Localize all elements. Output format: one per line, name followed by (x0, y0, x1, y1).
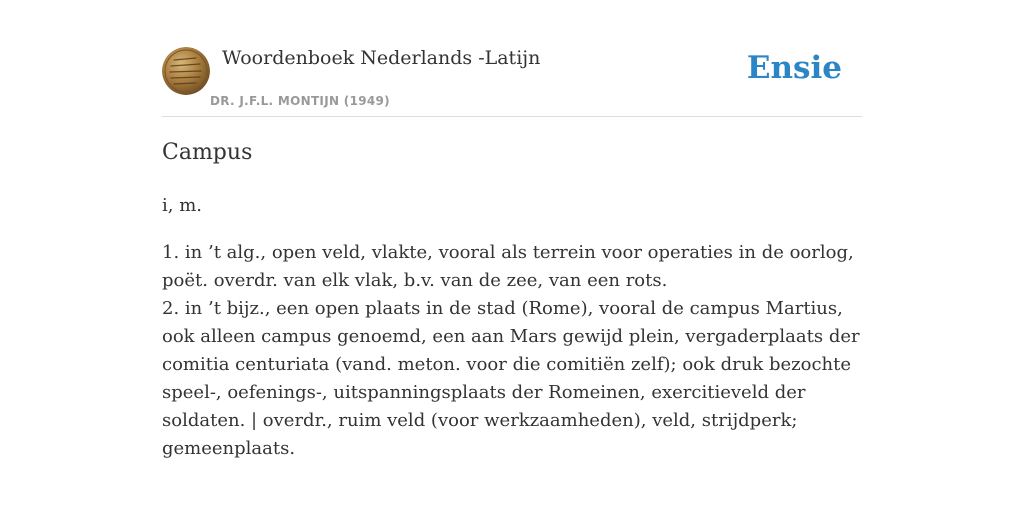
definition-line-2: 2. in ’t bijz., een open plaats in de stad (Rome), vooral de campus Martius, ook alleen campus genoemd, een aan Mars gewijd plein, vergaderplaats der comitia centuriata (vand. meton. voor die comitiën zelf); ook druk bezochte speel-, oefenings-, uitspanningsplaats der Romeinen, exercitieveld der soldaten. | overdr., ruim veld (voor werkzaamheden), veld, strijdperk; gemeenplaats. (162, 298, 860, 459)
entry-title: Campus (162, 140, 253, 165)
book-author: DR. J.F.L. MONTIJN (1949) (210, 94, 390, 108)
book-header (162, 40, 862, 117)
entry-body (162, 192, 862, 463)
book-cover-coin-icon[interactable] (162, 47, 210, 95)
definition-line-1: 1. in ’t alg., open veld, vlakte, vooral als terrein voor operaties in de oorlog, poët. overdr. van elk vlak, b.v. van de zee, van een rots. (162, 242, 854, 291)
entry-grammar: i, m. (162, 195, 202, 216)
entry-definition (162, 239, 862, 463)
book-title[interactable]: Woordenboek Nederlands -Latijn (222, 47, 541, 69)
ensie-logo[interactable]: Ensie (746, 50, 842, 86)
